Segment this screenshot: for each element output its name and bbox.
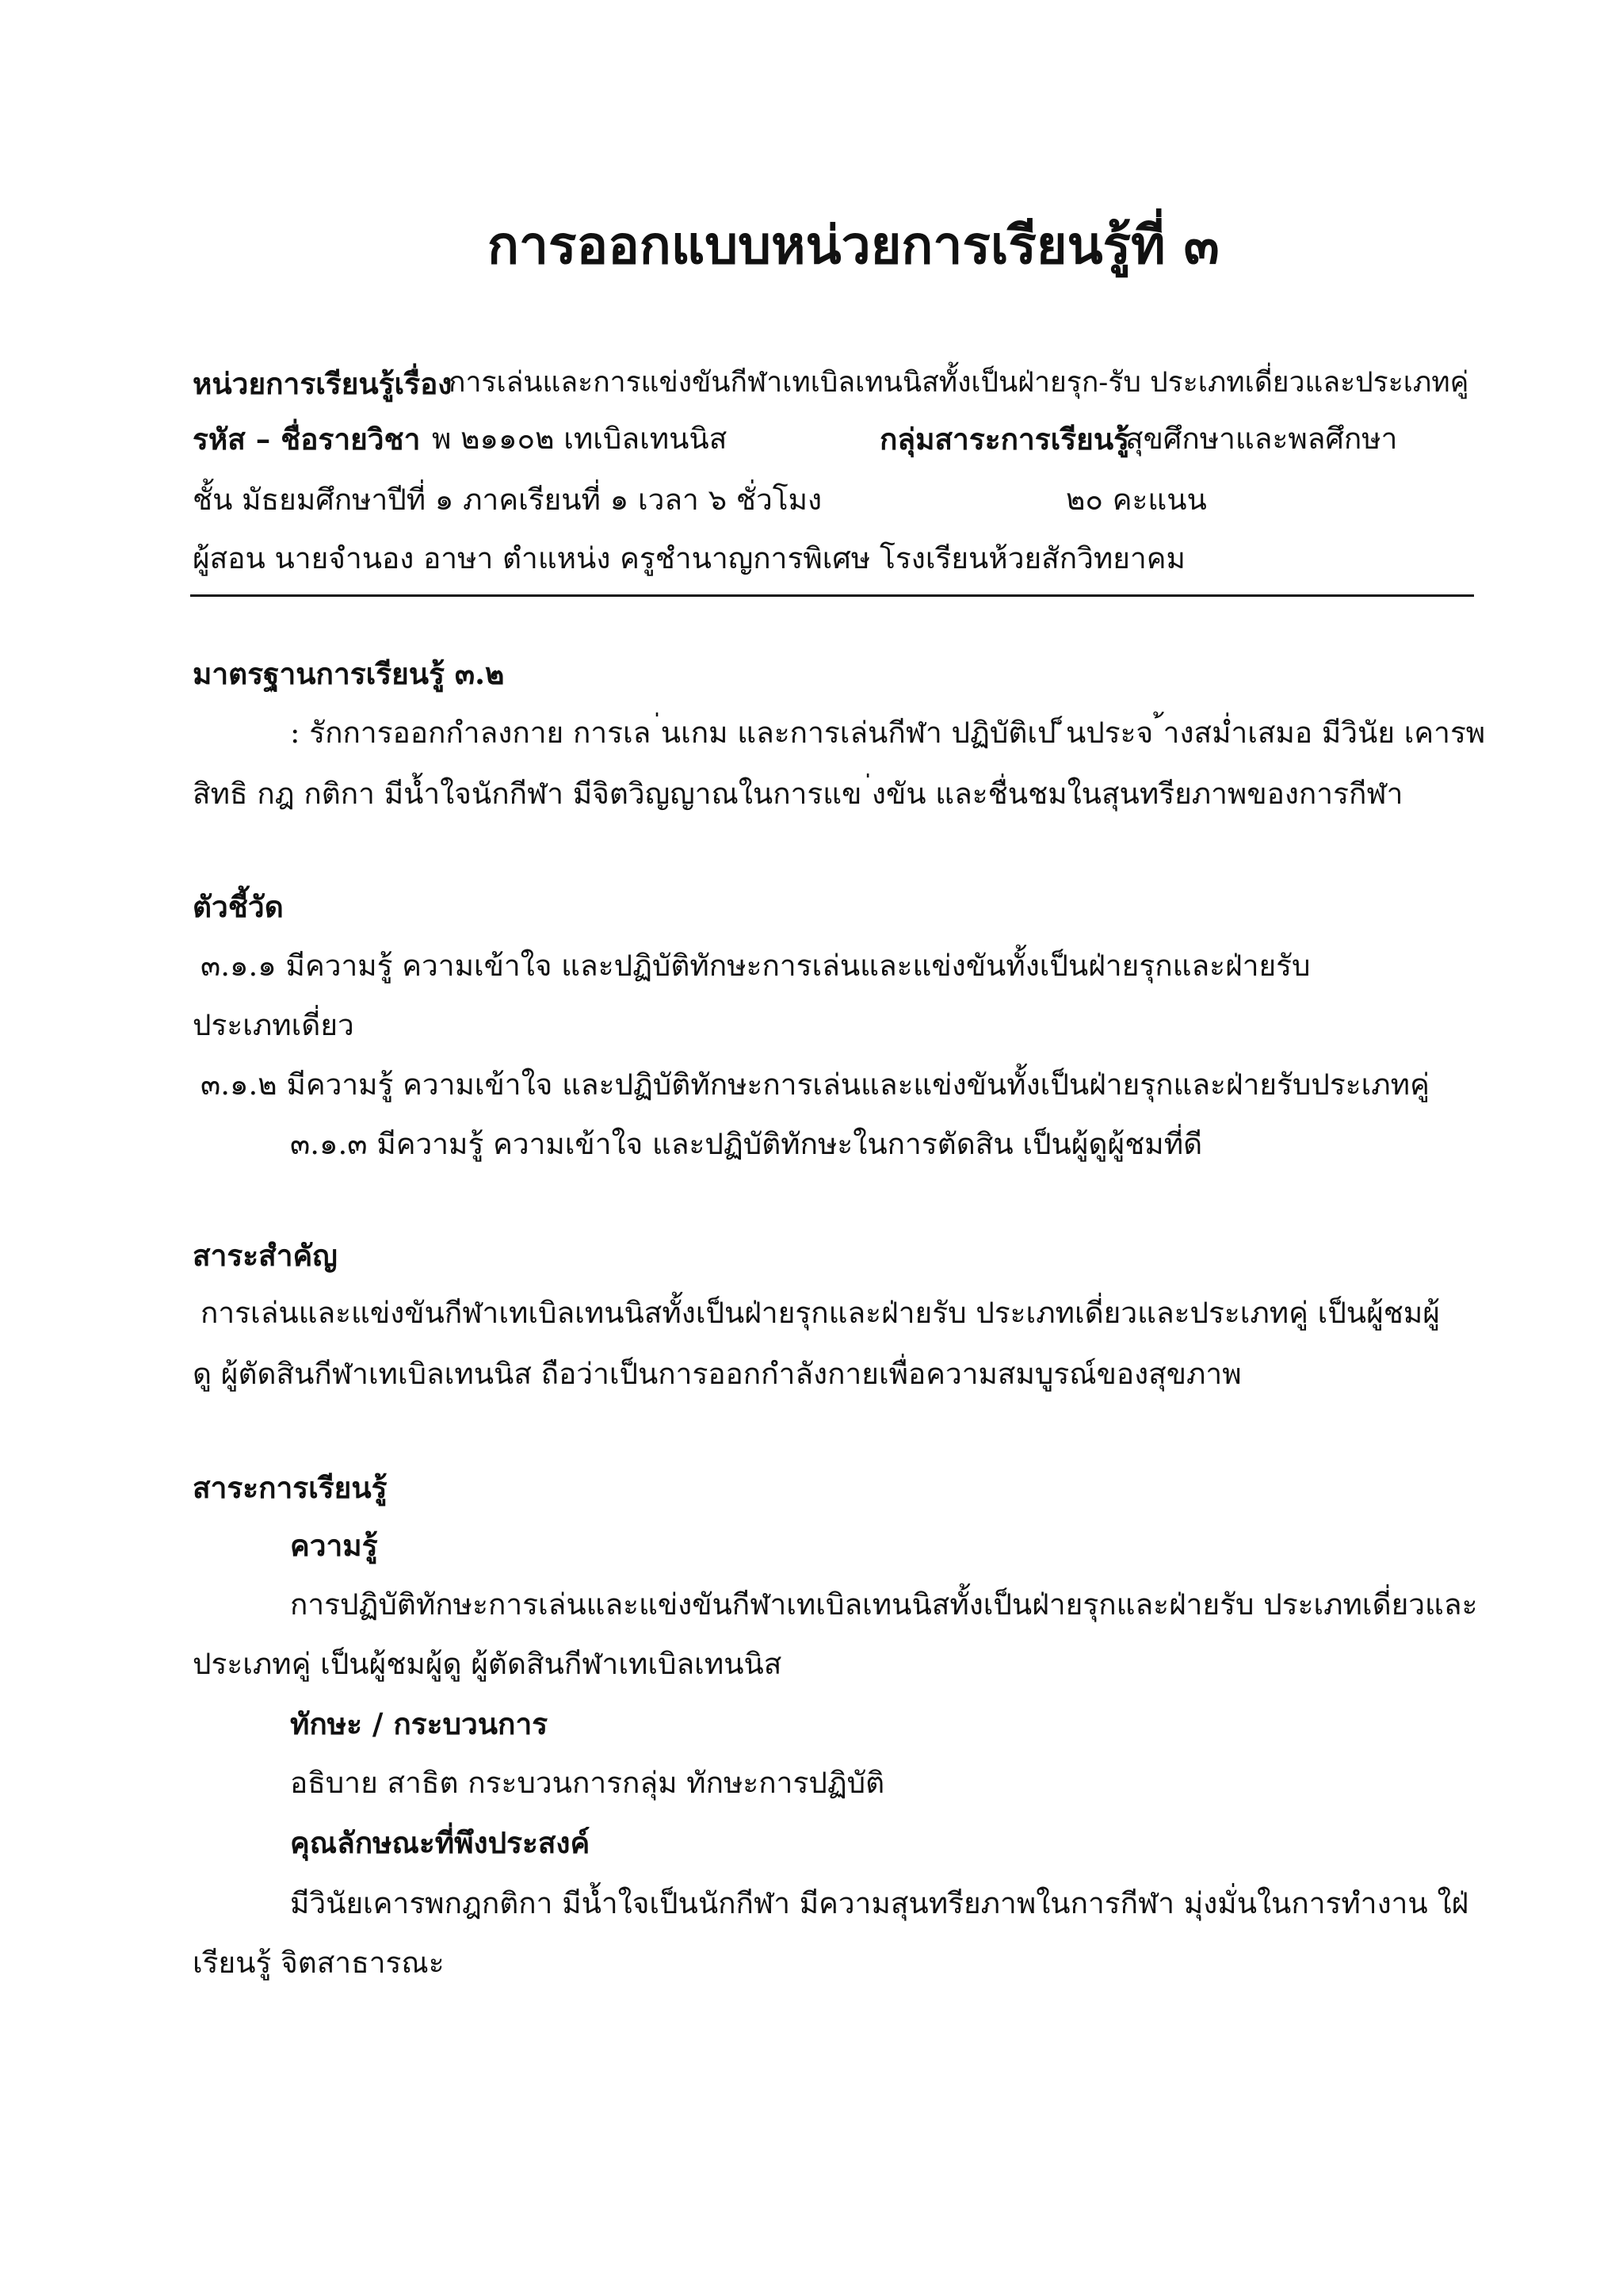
standard-line-1: : รักการออกกำลงกาย การเล ่นเกม และการเล่นกีฬา ปฏิบัติเป ็นประจ ้างสม่ำเสมอ มีวินัย เคารพ [290,716,1486,750]
header-divider [190,594,1474,597]
learning-group-label: กลุ่มสาระการเรียนรู้ [880,422,1129,457]
indicators-heading: ตัวชี้วัด [193,889,284,924]
key-concept-heading: สาระสำคัญ [193,1238,338,1273]
page-title: การออกแบบหน่วยการเรียนรู้ที่ ๓ [487,214,1220,276]
teacher-info: ผู้สอน นายจำนอง อาษา ตำแหน่ง ครูชำนาญการพิเศษ โรงเรียนห้วยสักวิทยาคม [193,541,1186,575]
course-label: รหัส – ชื่อรายวิชา [193,422,421,457]
course-value: พ ๒๑๑๐๒ เทเบิลเทนนิส [432,422,727,456]
unit-label: หน่วยการเรียนรู้เรื่อง [193,366,453,401]
standard-line-2: สิทธิ กฎ กติกา มีน้ำใจนักกีฬา มีจิตวิญญาณในการแข ่งขัน และชื่นชมในสุนทรียภาพของการกีฬา [193,777,1403,811]
attributes-line-1: มีวินัยเคารพกฎกติกา มีน้ำใจเป็นนักกีฬา มีความสุนทรียภาพในการกีฬา มุ่งมั่นในการทำงาน ใฝ่ [290,1886,1469,1920]
unit-value: การเล่นและการแข่งขันกีฬาเทเบิลเทนนิสทั้งเป็นฝ่ายรุก-รับ ประเภทเดี่ยวและประเภทคู่ [449,366,1469,399]
skills-heading: ทักษะ / กระบวนการ [290,1706,548,1741]
indicator-1-line-2: ประเภทเดี่ยว [193,1008,354,1042]
indicator-1-line-1: ๓.๑.๑ มีความรู้ ความเข้าใจ และปฏิบัติทักษะการเล่นและแข่งขันทั้งเป็นฝ่ายรุกและฝ่ายรับ [200,949,1311,983]
standard-heading: มาตรฐานการเรียนรู้ ๓.๒ [193,656,505,691]
attributes-heading: คุณลักษณะที่พึงประสงค์ [290,1825,590,1860]
learning-content-heading: สาระการเรียนรู้ [193,1470,388,1505]
learning-group-value: สุขศึกษาและพลศึกษา [1125,422,1398,456]
knowledge-line-1: การปฏิบัติทักษะการเล่นและแข่งขันกีฬาเทเบิลเทนนิสทั้งเป็นฝ่ายรุกและฝ่ายรับ ประเภทเดี่ยวและ [290,1587,1478,1622]
knowledge-heading: ความรู้ [290,1528,378,1563]
class-info: ชั้น มัธยมศึกษาปีที่ ๑ ภาคเรียนที่ ๑ เวลา ๖ ชั่วโมง [193,483,823,517]
key-concept-line-1: การเล่นและแข่งขันกีฬาเทเบิลเทนนิสทั้งเป็นฝ่ายรุกและฝ่ายรับ ประเภทเดี่ยวและประเภทคู่ เป็นผู้ชมผู้ [200,1296,1440,1330]
key-concept-line-2: ดู ผู้ตัดสินกีฬาเทเบิลเทนนิส ถือว่าเป็นการออกกำลังกายเพื่อความสมบูรณ์ของสุขภาพ [193,1357,1242,1391]
score: ๒๐ คะแนน [1066,483,1207,517]
knowledge-line-2: ประเภทคู่ เป็นผู้ชมผู้ดู ผู้ตัดสินกีฬาเทเบิลเทนนิส [193,1647,782,1681]
indicator-2: ๓.๑.๒ มีความรู้ ความเข้าใจ และปฏิบัติทักษะการเล่นและแข่งขันทั้งเป็นฝ่ายรุกและฝ่ายรับประเภทคู่ [200,1068,1430,1102]
indicator-3: ๓.๑.๓ มีความรู้ ความเข้าใจ และปฏิบัติทักษะในการตัดสิน เป็นผู้ดูผู้ชมที่ดี [290,1127,1203,1161]
skills-text: อธิบาย สาธิต กระบวนการกลุ่ม ทักษะการปฏิบัติ [290,1766,885,1800]
attributes-line-2: เรียนรู้ จิตสาธารณะ [193,1946,445,1980]
